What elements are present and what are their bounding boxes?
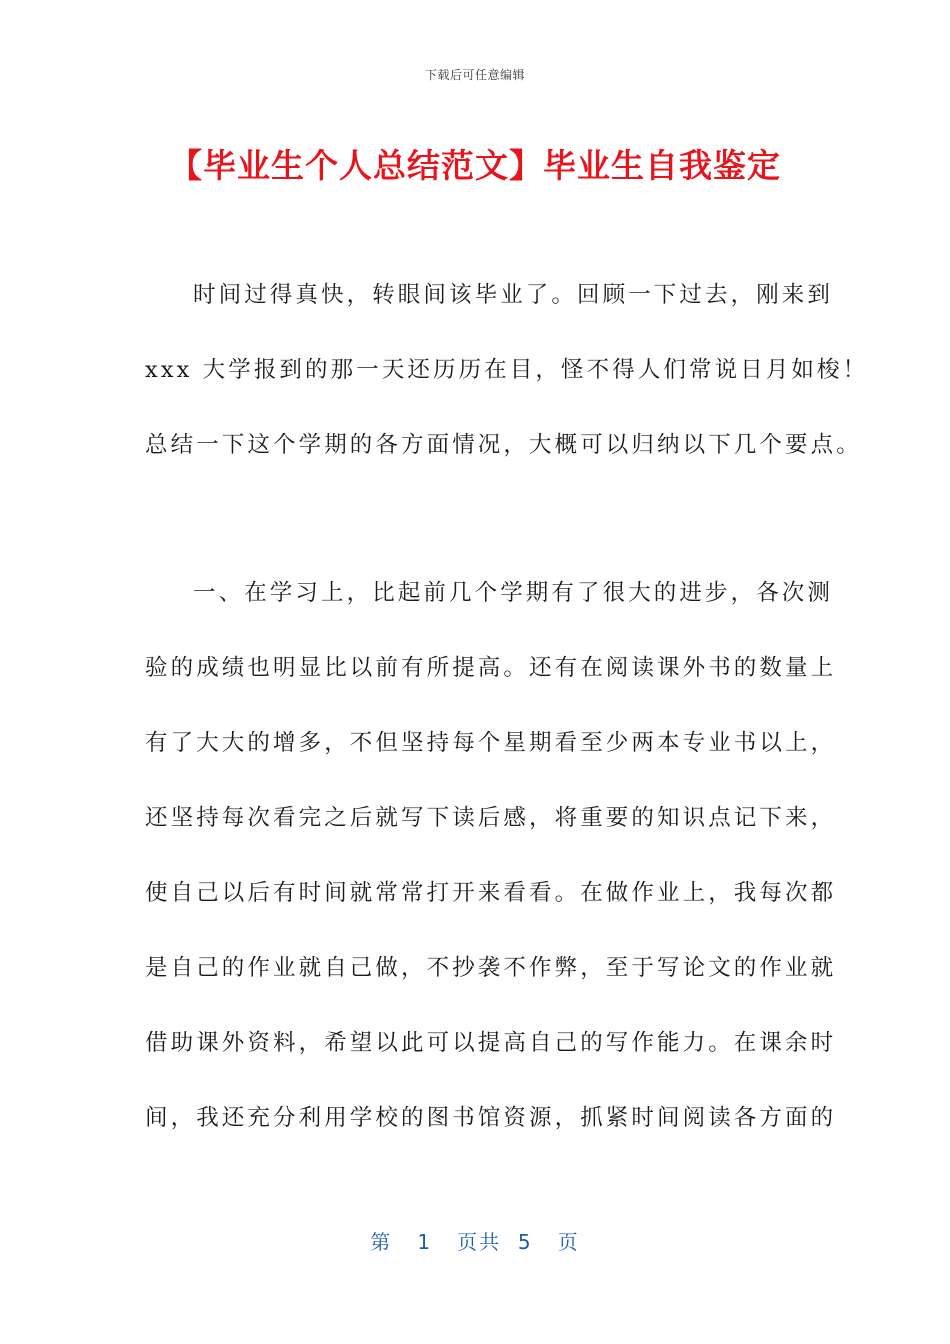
header-note: 下载后可任意编辑 xyxy=(424,68,525,82)
document-title: 【毕业生个人总结范文】毕业生自我鉴定 xyxy=(169,146,781,185)
paragraph-line: 一、在学习上，比起前几个学期有了很大的进步，各次测 xyxy=(193,580,834,606)
paragraph-study xyxy=(145,556,837,1156)
paragraph-line: 总结一下这个学期的各方面情况，大概可以归纳以下几个要点。 xyxy=(145,432,862,458)
paragraph-line: 还坚持每次看完之后就写下读后感，将重要的知识点记下来， xyxy=(145,805,837,831)
paragraph-line: 验的成绩也明显比以前有所提高。还有在阅读课外书的数量上 xyxy=(145,655,837,681)
paragraph-line: 借助课外资料，希望以此可以提高自己的写作能力。在课余时 xyxy=(145,1030,837,1056)
footer-suffix: 页 xyxy=(557,1230,580,1254)
paragraph-line: xxx 大学报到的那一天还历历在目，怪不得人们常说日月如梭！ xyxy=(145,357,869,383)
footer-page-number: 1 xyxy=(417,1230,433,1254)
footer-middle: 页共 xyxy=(457,1230,502,1254)
page-footer xyxy=(0,1226,950,1255)
paragraph-line: 时间过得真快，转眼间该毕业了。回顾一下过去，刚来到 xyxy=(193,282,834,308)
footer-prefix: 第 xyxy=(370,1230,393,1254)
paragraph-line: 间，我还充分利用学校的图书馆资源，抓紧时间阅读各方面的 xyxy=(145,1105,837,1131)
paragraph-line: 使自己以后有时间就常常打开来看看。在做作业上，我每次都 xyxy=(145,880,837,906)
paragraph-line: 有了大大的增多，不但坚持每个星期看至少两本专业书以上， xyxy=(145,730,837,756)
paragraph-intro xyxy=(145,258,869,483)
footer-total-pages: 5 xyxy=(517,1230,533,1254)
paragraph-line: 是自己的作业就自己做，不抄袭不作弊，至于写论文的作业就 xyxy=(145,955,837,981)
